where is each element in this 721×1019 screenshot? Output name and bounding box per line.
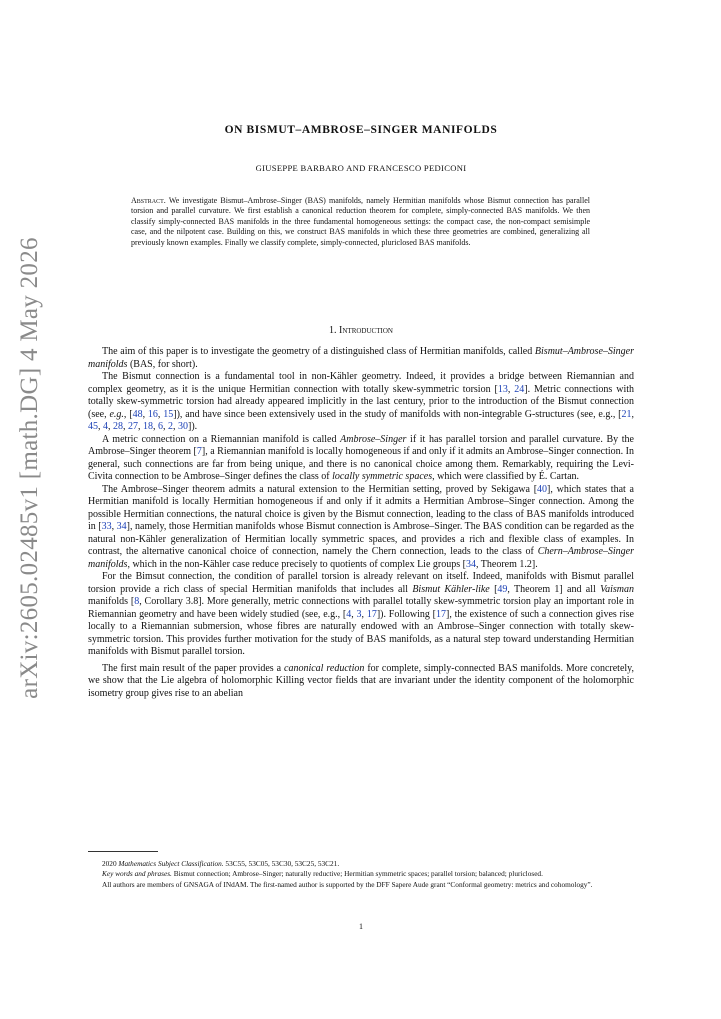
citation-link[interactable]: 6	[158, 421, 163, 432]
section-heading	[88, 325, 634, 336]
citation-link[interactable]: 17	[366, 608, 377, 620]
citation-link[interactable]: 13	[497, 383, 508, 395]
citation-link[interactable]: 18	[143, 421, 153, 432]
citation-link[interactable]: 34	[116, 521, 127, 532]
paragraph-3: A metric connection on a Riemannian manifold is called Ambrose–Singer if it has parallel torsion and parallel curvature. By the Ambrose–Singer theorem [7], a Riemannian manifold is locally homogeneous if and only if it admits an Ambrose–Singer connection. In general, such connections are far from being unique, and there is no canonical choice among them. Remarkably, requiring the Levi-Civita connection to be Ambrose–Singer defines the class of locally symmetric spaces, which were classified by É. Cartan.	[88, 433, 635, 482]
citation-link[interactable]: 34	[465, 558, 476, 570]
citation-link[interactable]: 27	[128, 421, 138, 432]
footnote-rule	[88, 851, 158, 852]
citation-link[interactable]: 8	[134, 596, 140, 607]
citation-link[interactable]: 49	[497, 583, 508, 595]
citation-link[interactable]: 4	[103, 421, 108, 432]
citation-link[interactable]: 3	[356, 608, 362, 620]
citation-link[interactable]: 2	[168, 421, 173, 432]
section-number: 1.	[329, 325, 337, 336]
citation-link[interactable]: 15	[163, 408, 174, 420]
citation-link[interactable]: 24	[514, 383, 525, 395]
citation-link[interactable]: 4	[346, 608, 352, 620]
citation-link[interactable]: 7	[196, 446, 202, 457]
paragraph-6: The first main result of the paper provides a canonical reduction for complete, simply-connected BAS manifolds. More concretely, we show that the Lie algebra of holomorphic Killing vector fields that are invariant under the identity component of the holomorphic isometry group gives rise to an abelian	[88, 662, 635, 699]
footnote-funding: All authors are members of GNSAGA of INdAM. The first-named author is supported by the DFF Sapere Aude grant “Conformal geometry: metrics and cohomology”.	[102, 879, 593, 889]
arxiv-stamp	[6, 0, 54, 1019]
abstract-label: Abstract.	[131, 196, 166, 205]
paper-authors: GIUSEPPE BARBARO AND FRANCESCO PEDICONI	[255, 163, 467, 173]
citation-link[interactable]: 48	[132, 408, 143, 420]
citation-link[interactable]: 45	[88, 421, 98, 432]
paragraph-1: The aim of this paper is to investigate the geometry of a distinguished class of Hermitian manifolds, called Bismut–Ambrose–Singer manifolds (BAS, for short).	[88, 346, 634, 370]
citation-link[interactable]: 33	[101, 521, 112, 532]
citation-link[interactable]: 40	[537, 483, 548, 495]
paper-title: ON BISMUT–AMBROSE–SINGER MANIFOLDS	[224, 124, 498, 136]
citation-link[interactable]: 30	[178, 421, 188, 432]
abstract-text: We investigate Bismut–Ambrose–Singer (BAS) manifolds, namely Hermitian manifolds whose Bismut connection has parallel torsion and parallel curvature. We first establish a canonical reduction theorem for complete, simply-connected BAS manifolds. We then classify simply-connected BAS manifolds in the three fundamental homogeneous settings: the compact case, the non-compact semisimple case, and the nilpotent case. Building on this, we construct BAS manifolds in which these three geometries are combined, generalizing all previously known examples. Finally we classify complete, simply-connected, pluriclosed BAS manifolds.	[131, 196, 591, 247]
footnotes	[88, 859, 634, 890]
paragraph-4: The Ambrose–Singer theorem admits a natural extension to the Hermitian setting, proved by Sekigawa [40], which states that a Hermitian manifold is locally Hermitian homogeneous if and only if it admits a Hermitian Ambrose–Singer connection. Among the possible Hermitian connections, the natural choice is given by the Bismut connection, leading to the class of BAS manifolds introduced in [33, 34], namely, those Hermitian manifolds whose Bismut connection is Ambrose–Singer. The BAS condition can be regarded as the natural non-Kähler generalization of Hermitian locally symmetric spaces, and provides a rich and flexible class of examples. In contrast, the alternative canonical choice of connection, namely the Chern connection, leads to the class of Chern–Ambrose–Singer manifolds, which in the non-Kähler case reduce precisely to quotients of complex Lie groups [34, Theorem 1.2].	[88, 483, 634, 570]
abstract	[131, 196, 590, 248]
footnote-msc: 2020 Mathematics Subject Classification. 53C55, 53C05, 53C30, 53C25, 53C21.	[102, 859, 340, 868]
footnote-keywords: Key words and phrases. Bismut connection; Ambrose–Singer; naturally reductive; Hermitian symmetric spaces; parallel torsion; balanced; pluriclosed.	[102, 869, 543, 879]
introduction-body	[88, 346, 634, 700]
citation-link[interactable]: 16	[147, 408, 158, 420]
paragraph-5: For the Bimsut connection, the condition of parallel torsion is already relevant on itself. Indeed, manifolds with Bismut parallel torsion provide a rich class of special Hermitian manifolds that includes all Bismut Kähler-like [49, Theorem 1] and all Vaisman manifolds [8, Corollary 3.8]. More generally, metric connections with parallel totally skew-symmetric torsion play an important role in Riemannian geometry and have been widely studied (see, e.g., [4, 3, 17]). Following [17], the existence of such a connection gives rise locally to a Riemannian submersion, whose fibres are naturally endowed with an Ambrose–Singer connection with totally skew-symmetric torsion. This provides further motivation for the study of BAS manifolds, as a natural step toward understanding Hermitian manifolds with Bismut parallel torsion.	[88, 571, 635, 657]
citation-link[interactable]: 21	[621, 408, 632, 420]
citation-link[interactable]: 28	[113, 421, 123, 432]
citation-link[interactable]: 17	[436, 608, 446, 620]
section-title: Introduction	[339, 325, 393, 336]
page-number: 1	[359, 922, 363, 931]
paragraph-2: The Bismut connection is a fundamental tool in non-Kähler geometry. Indeed, it provides a bridge between Riemannian and complex geometry, as it is the unique Hermitian connection with totally skew-symmetric torsion [13, 24]. Metric connections with totally skew-symmetric torsion had already appeared implicitly in the last century, prior to the introduction of the Bismut connection (see, e.g., [48, 16, 15]), and have since been extensively used in the study of manifolds with non-integrable G-structures (see, e.g., [21, 45, 4, 28, 27, 18, 6, 2, 30]).	[88, 371, 635, 432]
arxiv-identifier: arXiv:2605.02485v1 [math.DG] 4 May 2026	[16, 237, 43, 699]
